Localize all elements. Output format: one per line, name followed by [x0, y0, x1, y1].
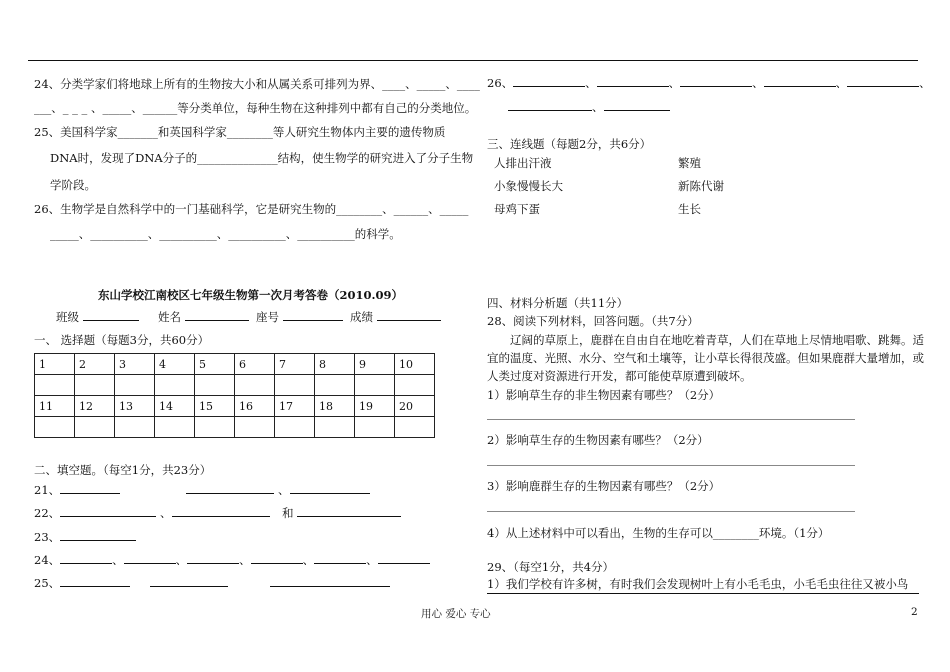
- answer-sheet-title: 东山学校江南校区七年级生物第一次月考答卷（2010.09）: [98, 288, 404, 302]
- fill-label: 23、: [34, 530, 61, 544]
- fill-blank[interactable]: [513, 75, 585, 87]
- fill-blank[interactable]: [680, 75, 752, 87]
- separator: 、: [835, 76, 848, 90]
- grid-number: 10: [395, 354, 435, 375]
- grid-answer-row-2: [35, 417, 435, 438]
- score-label: 成绩: [350, 310, 373, 324]
- name-field: [158, 309, 249, 325]
- fill-blank[interactable]: [150, 575, 228, 587]
- fill-blank[interactable]: [378, 552, 430, 564]
- fill-blank[interactable]: [314, 552, 366, 564]
- answer-cell[interactable]: [35, 417, 75, 438]
- class-label: 班级: [56, 310, 79, 324]
- bottom-rule: [487, 593, 919, 594]
- grid-number: 15: [195, 396, 235, 417]
- grid-number-row-1: [35, 354, 435, 375]
- fill-blank[interactable]: [187, 552, 239, 564]
- answer-cell[interactable]: [395, 375, 435, 396]
- grid-number: 7: [275, 354, 315, 375]
- fill-blank[interactable]: [764, 75, 836, 87]
- answer-cell[interactable]: [195, 417, 235, 438]
- q28-sub3: 3）影响鹿群生存的生物因素有哪些？（2分）: [487, 479, 721, 493]
- fill-blank[interactable]: [847, 75, 919, 87]
- separator: 、: [668, 76, 681, 90]
- top-rule: [28, 60, 918, 61]
- answer-cell[interactable]: [75, 375, 115, 396]
- grid-number: 9: [355, 354, 395, 375]
- answer-line[interactable]: [487, 419, 855, 420]
- matching-left-2[interactable]: 小象慢慢长大: [494, 179, 563, 193]
- seat-field: [256, 309, 343, 325]
- grid-number: 2: [75, 354, 115, 375]
- comma: 、: [160, 505, 270, 521]
- fill-blank[interactable]: [60, 529, 136, 541]
- separator: 、: [919, 76, 931, 90]
- grid-number: 20: [395, 396, 435, 417]
- fill-label: 26、: [487, 76, 514, 90]
- answer-cell[interactable]: [35, 375, 75, 396]
- name-input[interactable]: [185, 309, 249, 321]
- fill-21: [34, 482, 120, 498]
- answer-line[interactable]: [487, 511, 855, 512]
- fill-blank[interactable]: [508, 99, 592, 111]
- q25-line2: DNA时，发现了DNA分子的______________结构，使生物学的研究进入了分子生物: [50, 151, 474, 165]
- section1-heading: 一、 选择题（每题3分，共60分）: [34, 333, 210, 347]
- fill-blank[interactable]: [597, 75, 669, 87]
- fill-blank[interactable]: [297, 505, 401, 517]
- grid-number: 6: [235, 354, 275, 375]
- matching-left-1[interactable]: 人排出汗液: [494, 156, 552, 170]
- and-word: 和: [282, 506, 294, 520]
- separator: 、: [752, 76, 764, 90]
- grid-number: 17: [275, 396, 315, 417]
- answer-cell[interactable]: [275, 417, 315, 438]
- seat-input[interactable]: [283, 309, 343, 321]
- class-field: [56, 309, 139, 325]
- grid-number: 8: [315, 354, 355, 375]
- section2-heading: 二、填空题。（每空1分，共23分）: [34, 463, 212, 477]
- name-label: 姓名: [158, 310, 181, 324]
- q28-sub1: 1）影响草生存的非生物因素有哪些？（2分）: [487, 388, 721, 402]
- fill-blank[interactable]: [124, 552, 176, 564]
- fill-label: 25、: [34, 576, 61, 590]
- answer-cell[interactable]: [315, 417, 355, 438]
- answer-cell[interactable]: [115, 417, 155, 438]
- matching-right-3[interactable]: 生长: [678, 202, 701, 216]
- q28-sub2: 2）影响草生存的生物因素有哪些？（2分）: [487, 433, 709, 447]
- answer-cell[interactable]: [235, 375, 275, 396]
- q24-line2: ___、_ _ _ 、_____、______等分类单位，每种生物在这种排列中都有自己的分类地位。: [34, 101, 477, 115]
- answer-cell[interactable]: [315, 375, 355, 396]
- seat-label: 座号: [256, 310, 279, 324]
- q24-line1: 24、分类学家们将地球上所有的生物按大小和从属关系可排列为界、____、_____、____: [34, 77, 480, 91]
- fill-blank[interactable]: [290, 482, 370, 494]
- answer-cell[interactable]: [195, 375, 235, 396]
- comma: 、: [278, 482, 370, 498]
- answer-cell[interactable]: [355, 417, 395, 438]
- fill-blank[interactable]: [270, 575, 390, 587]
- fill-23: [34, 529, 136, 545]
- fill-blank[interactable]: [60, 505, 156, 517]
- grid-number-row-2: [35, 396, 435, 417]
- fill-label: 21、: [34, 483, 61, 497]
- fill-blank[interactable]: [251, 552, 303, 564]
- fill-blank[interactable]: [172, 505, 270, 517]
- section3-heading: 三、连线题（每题2分，共6分）: [487, 137, 652, 151]
- matching-left-3[interactable]: 母鸡下蛋: [494, 202, 540, 216]
- fill-blank[interactable]: [60, 552, 112, 564]
- fill-25: [34, 575, 130, 591]
- class-input[interactable]: [83, 309, 139, 321]
- footer-motto: 用心 爱心 专心: [421, 608, 491, 620]
- fill-blank[interactable]: [186, 482, 274, 494]
- grid-number: 5: [195, 354, 235, 375]
- grid-number: 19: [355, 396, 395, 417]
- grid-number: 1: [35, 354, 75, 375]
- answer-line[interactable]: [487, 465, 855, 466]
- q29-title: 29、（每空1分，共4分）: [487, 560, 615, 574]
- q28-material-line3: 人类过度对资源进行开发，都可能使草原遭到破坏。: [487, 369, 752, 383]
- choice-answer-grid: [34, 353, 435, 438]
- q28-title: 28、阅读下列材料，回答问题。（共7分）: [487, 314, 699, 328]
- q28-material-line1: 辽阔的草原上，鹿群在自由自在地吃着青草，人们在草地上尽情地唱歌、跳舞。适: [510, 333, 924, 347]
- fill-blank[interactable]: [604, 99, 670, 111]
- answer-cell[interactable]: [155, 375, 195, 396]
- grid-number: 11: [35, 396, 75, 417]
- score-input[interactable]: [377, 309, 441, 321]
- answer-cell[interactable]: [75, 417, 115, 438]
- grid-number: 3: [115, 354, 155, 375]
- grid-number: 12: [75, 396, 115, 417]
- section4-heading: 四、材料分析题（共11分）: [487, 296, 629, 310]
- q28-material-line2: 宜的温度、光照、水分、空气和土壤等，让小草长得很茂盛。但如果鹿群大量增加，或: [487, 351, 924, 365]
- grid-number: 14: [155, 396, 195, 417]
- answer-cell[interactable]: [155, 417, 195, 438]
- matching-right-2[interactable]: 新陈代谢: [678, 179, 724, 193]
- q26-answer-row: [487, 75, 931, 91]
- grid-answer-row-1: [35, 375, 435, 396]
- q26-line1: 26、生物学是自然科学中的一门基础科学，它是研究生物的________、______、_____: [34, 202, 469, 216]
- fill-22: [34, 505, 156, 521]
- q26-line2: _____、__________、__________、__________、__________的科学。: [50, 227, 401, 241]
- fill-blank[interactable]: [60, 482, 120, 494]
- grid-number: 16: [235, 396, 275, 417]
- grid-number: 18: [315, 396, 355, 417]
- fill-24: 24、 、 、 、 、 、: [34, 552, 430, 568]
- separator: 、: [585, 76, 597, 90]
- answer-cell[interactable]: [275, 375, 315, 396]
- page-number: 2: [911, 606, 918, 618]
- grid-number: 13: [115, 396, 155, 417]
- q25-line3: 学阶段。: [50, 178, 96, 192]
- fill-blank[interactable]: [60, 575, 130, 587]
- answer-cell[interactable]: [355, 375, 395, 396]
- answer-cell[interactable]: [235, 417, 275, 438]
- answer-cell[interactable]: [395, 417, 435, 438]
- q28-sub4: 4）从上述材料中可以看出，生物的生存可以________环境。（1分）: [487, 526, 830, 540]
- grid-number: 4: [155, 354, 195, 375]
- q25-line1: 25、美国科学家_______和英国科学家________等人研究生物体内主要的遗传物质: [34, 125, 446, 139]
- q26-answer-row2: 、: [508, 99, 670, 115]
- q29-line1: 1）我们学校有许多树，有时我们会发现树叶上有小毛毛虫，小毛毛虫往往又被小鸟: [487, 577, 909, 591]
- matching-right-1[interactable]: 繁殖: [678, 156, 701, 170]
- and-connector: [282, 505, 401, 521]
- fill-label: 22、: [34, 506, 61, 520]
- fill-label: 24、: [34, 553, 61, 567]
- score-field: [350, 309, 441, 325]
- answer-cell[interactable]: [115, 375, 155, 396]
